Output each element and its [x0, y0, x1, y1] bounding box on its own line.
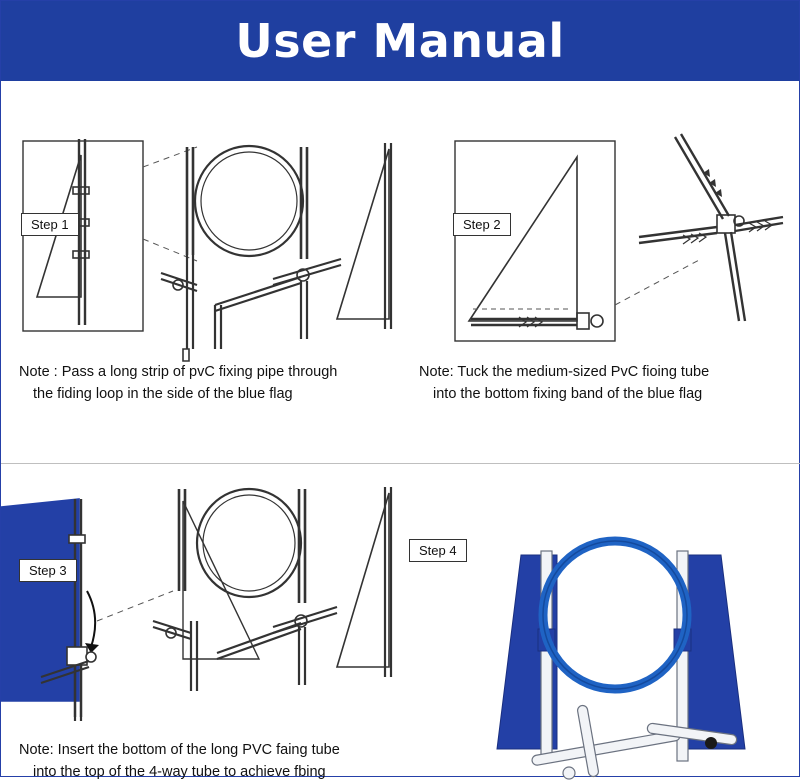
steps-grid	[1, 81, 799, 781]
step-3-illustration	[1, 471, 401, 771]
step-3-note-line1: Note: Insert the bottom of the long PVC faing tube	[19, 742, 340, 758]
step-3-cell	[1, 471, 401, 781]
step-2-note-line2: into the bottom fixing band of the blue flag	[433, 386, 703, 403]
step-3-note	[19, 739, 401, 784]
step-2-tag: Step 2	[453, 213, 511, 236]
step-2-cell	[401, 109, 800, 439]
step-4-tag: Step 4	[409, 539, 467, 562]
page-title: User Manual	[235, 14, 565, 68]
step-4-cell	[401, 443, 800, 781]
step-1-tag: Step 1	[21, 213, 79, 236]
step-1-cell	[1, 109, 401, 439]
step-3-tag: Step 3	[19, 559, 77, 582]
step-2-note	[419, 361, 800, 406]
step-1-note-line2: the fiding loop in the side of the blue flag	[33, 386, 293, 403]
step-3-note-line2: into the top of the 4-way tube to achieve fbing	[33, 764, 326, 781]
step-4-illustration	[401, 443, 800, 781]
step-1-note	[19, 361, 399, 406]
page-header	[1, 1, 799, 81]
step-2-note-line1: Note: Tuck the medium-sized PvC fioing tube	[419, 364, 710, 380]
step-1-note-line1: Note : Pass a long strip of pvC fixing pipe through	[19, 364, 338, 380]
